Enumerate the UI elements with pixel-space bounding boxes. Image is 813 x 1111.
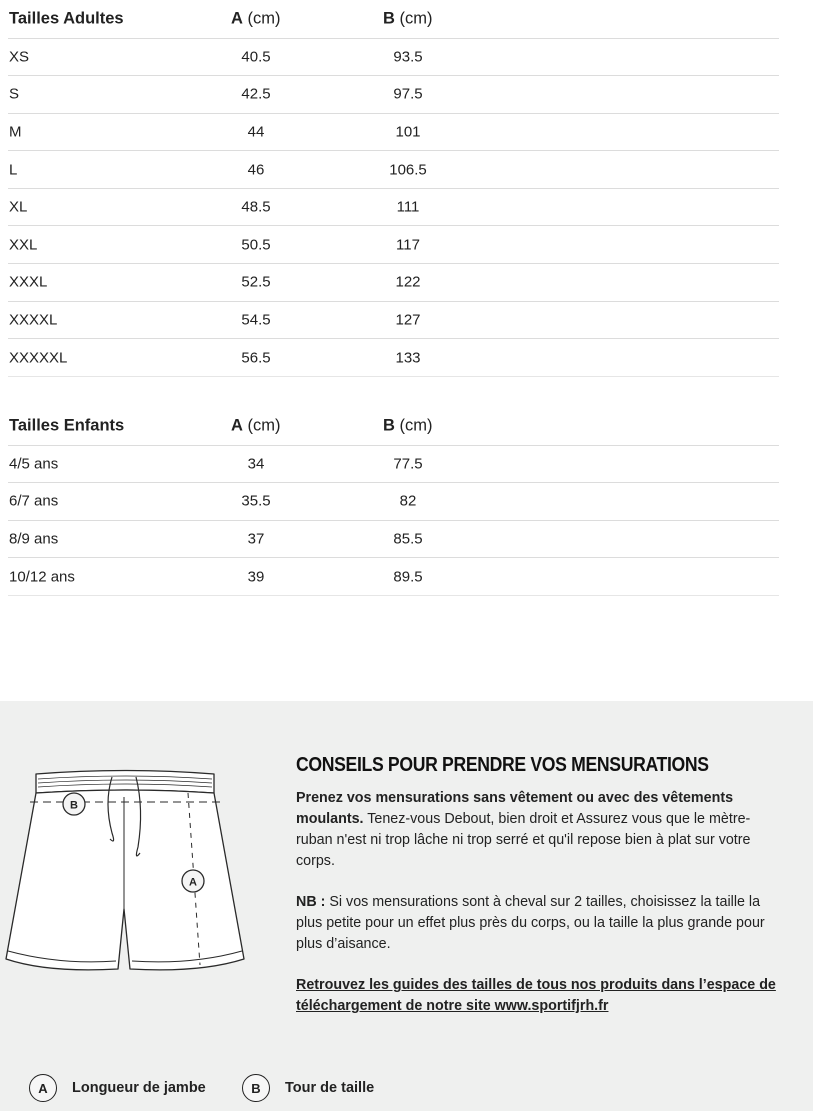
measure-a-cell: 42.5: [241, 85, 271, 103]
measure-a-cell: 54.5: [241, 311, 271, 329]
kids-size-header: Tailles Enfants: [9, 416, 125, 435]
marker-a-badge: A: [29, 1074, 57, 1102]
measure-b-cell: 85.5: [393, 530, 423, 548]
table-row: [8, 226, 779, 264]
table-row: [8, 446, 779, 484]
legend-label: Longueur de jambe: [72, 1080, 206, 1096]
table-row: [8, 114, 779, 152]
size-cell: XS: [9, 48, 30, 66]
measure-b-cell: 117: [396, 236, 420, 254]
download-link[interactable]: Retrouvez les guides des tailles de tous nos produits dans l’espace de téléchargement de notre site www.sportifjrh.fr: [296, 977, 776, 1014]
kids-table-header: [8, 407, 779, 446]
advice-text: [296, 753, 786, 1037]
advice-title: CONSEILS POUR PRENDRE VOS MENSURATIONS: [296, 753, 709, 776]
measure-b-cell: 101: [395, 123, 421, 141]
measure-a-cell: 44: [247, 123, 265, 141]
measure-b-cell: 106.5: [389, 161, 427, 179]
measure-a-header: A (cm): [231, 9, 281, 28]
table-row: [8, 76, 779, 114]
measure-b-cell: 122: [395, 273, 421, 291]
measure-b-cell: 77.5: [393, 455, 423, 473]
size-cell: XXXL: [9, 273, 48, 291]
measure-b-cell: 82: [399, 492, 417, 510]
table-row: [8, 189, 779, 227]
svg-text:A: A: [189, 876, 197, 889]
advice-note: NB : Si vos mensurations sont à cheval sur 2 tailles, choisissez la taille la plus petite pour un effet plus près du corps, ou la taille la plus grande pour plus d’aisance.: [296, 894, 765, 952]
adult-size-header: Tailles Adultes: [9, 9, 124, 28]
measure-a-cell: 56.5: [241, 349, 271, 367]
size-cell: XXL: [9, 236, 38, 254]
kids-size-table: [8, 407, 779, 596]
measure-a-cell: 34: [247, 455, 265, 473]
measure-b-cell: 133: [395, 349, 421, 367]
measure-a-header: A (cm): [231, 416, 281, 435]
svg-text:B: B: [70, 799, 78, 812]
size-cell: L: [9, 161, 18, 179]
legend-item-leg-length: [29, 1073, 206, 1103]
legend-label: Tour de taille: [285, 1080, 375, 1096]
measure-a-cell: 37: [247, 530, 265, 548]
table-row: [8, 339, 779, 377]
measure-a-cell: 48.5: [241, 198, 271, 216]
advice-paragraph: Prenez vos mensurations sans vêtement ou avec des vêtements moulants. Tenez-vous Debout, bien droit et Assurez vous que le mètre-ruban n'est ni trop lâche ni trop serré et qu'il repose bien à plat sur votre corps.: [296, 790, 751, 869]
measure-a-cell: 50.5: [241, 236, 271, 254]
marker-b-badge: B: [242, 1074, 270, 1102]
measure-b-cell: 89.5: [393, 568, 423, 586]
table-row: [8, 264, 779, 302]
size-cell: 10/12 ans: [9, 568, 75, 586]
table-row: [8, 151, 779, 189]
measure-b-cell: 97.5: [393, 85, 423, 103]
size-cell: XXXXL: [9, 311, 58, 329]
measure-a-cell: 46: [247, 161, 265, 179]
adult-size-table: [8, 0, 779, 377]
measure-a-cell: 39: [247, 568, 265, 586]
measure-b-cell: 93.5: [393, 48, 423, 66]
size-cell: XXXXXL: [9, 349, 68, 367]
size-cell: S: [9, 85, 20, 103]
table-row: [8, 483, 779, 521]
size-cell: 6/7 ans: [9, 492, 59, 510]
size-cell: 4/5 ans: [9, 455, 59, 473]
table-row: [8, 302, 779, 340]
legend-item-waist: [242, 1073, 374, 1103]
size-cell: M: [9, 123, 22, 141]
shorts-diagram: [0, 763, 250, 983]
measure-b-header: B (cm): [383, 9, 433, 28]
adult-table-header: [8, 0, 779, 39]
measure-b-header: B (cm): [383, 416, 433, 435]
measurement-advice-panel: [0, 701, 813, 1111]
measure-a-cell: 35.5: [241, 492, 271, 510]
table-row: [8, 521, 779, 559]
table-row: [8, 558, 779, 596]
size-cell: XL: [9, 198, 28, 216]
measure-b-cell: 127: [395, 311, 421, 329]
table-row: [8, 39, 779, 77]
measure-a-cell: 40.5: [241, 48, 271, 66]
measure-a-cell: 52.5: [241, 273, 271, 291]
size-cell: 8/9 ans: [9, 530, 59, 548]
measure-b-cell: 111: [396, 198, 420, 216]
